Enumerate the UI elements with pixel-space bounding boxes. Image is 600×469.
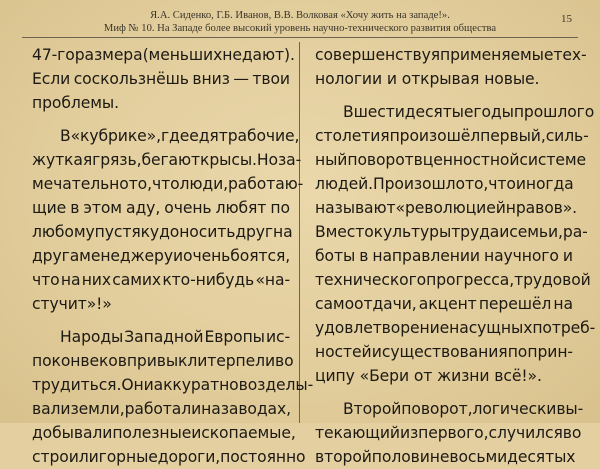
text-line: стучит»!» <box>32 295 112 313</box>
text-line: добывали полезные ископаемые, <box>32 424 296 442</box>
text-line: Вместо культуры труда и семьи, ра- <box>315 223 588 241</box>
text-line: Если соскользнёшь вниз — твои <box>32 70 290 88</box>
text-line: людей. Произошло то, что иногда <box>315 175 574 193</box>
left-column <box>32 43 314 469</box>
header-line-myth: Миф № 10. На Западе более высокий уровень научно-технического развития общества <box>103 23 497 34</box>
text-line: технического прогресса, трудовой <box>315 271 591 289</box>
text-line: Народы Западной Европы ис- <box>60 328 290 346</box>
text-line: ностей и существования по прин- <box>315 343 573 361</box>
page-number: 15 <box>561 13 572 25</box>
text-line: проблемы. <box>32 94 119 112</box>
text-line: нологии и открывая новые. <box>315 70 540 88</box>
header-rule <box>22 37 578 38</box>
text-line: щие в этом аду, очень любят по <box>32 199 290 217</box>
text-line: Второй поворот, логически вы- <box>343 400 584 418</box>
text-line: друга менеджеру и очень боятся, <box>32 247 291 265</box>
text-line: текающий из первого, случился во <box>315 424 582 442</box>
text-line: удовлетворение насущных потреб- <box>315 319 596 337</box>
running-header <box>40 9 560 35</box>
text-line: жуткая грязь, бегают крысы. Но за- <box>32 151 302 169</box>
header-line-authors: Я.А. Сиденко, Г.Б. Иванов, В.В. Волковая «Хочу жить на западе!». <box>150 10 450 21</box>
text-line: ципу «Бери от жизни всё!». <box>315 367 542 385</box>
column-divider <box>299 42 300 423</box>
text-line: строили горные дороги, постоянно <box>32 448 306 466</box>
text-line: вали земли, работали на заводах, <box>32 400 291 418</box>
text-line: совершенствуя применяемые тех- <box>315 46 587 64</box>
text-line: ный поворот в ценностной системе <box>315 151 587 169</box>
right-column <box>315 43 596 469</box>
text-line: второй половине восьмидесятых <box>315 448 576 466</box>
text-line: 47-го размера (меньших не дают). <box>32 46 295 64</box>
text-line: В шестидесятые годы прошлого <box>343 103 595 121</box>
text-line: боты в направлении научного и <box>315 247 573 265</box>
text-line: любому пустяку доносить друг на <box>32 223 293 241</box>
text-line: мечательно то, что люди, работаю- <box>32 175 304 193</box>
text-line: называют «революцией нравов». <box>315 199 578 217</box>
text-line: покон веков привыкли терпеливо <box>32 352 294 370</box>
text-line: трудиться. Они аккуратно возделы- <box>32 376 314 394</box>
text-line: столетия произошёл первый, силь- <box>315 127 589 145</box>
text-line: что на них самих кто-нибудь «на- <box>32 271 290 289</box>
text-line: самоотдачи, акцент перешёл на <box>315 295 573 313</box>
text-line: В «кубрике», где едят рабочие, <box>60 127 300 145</box>
